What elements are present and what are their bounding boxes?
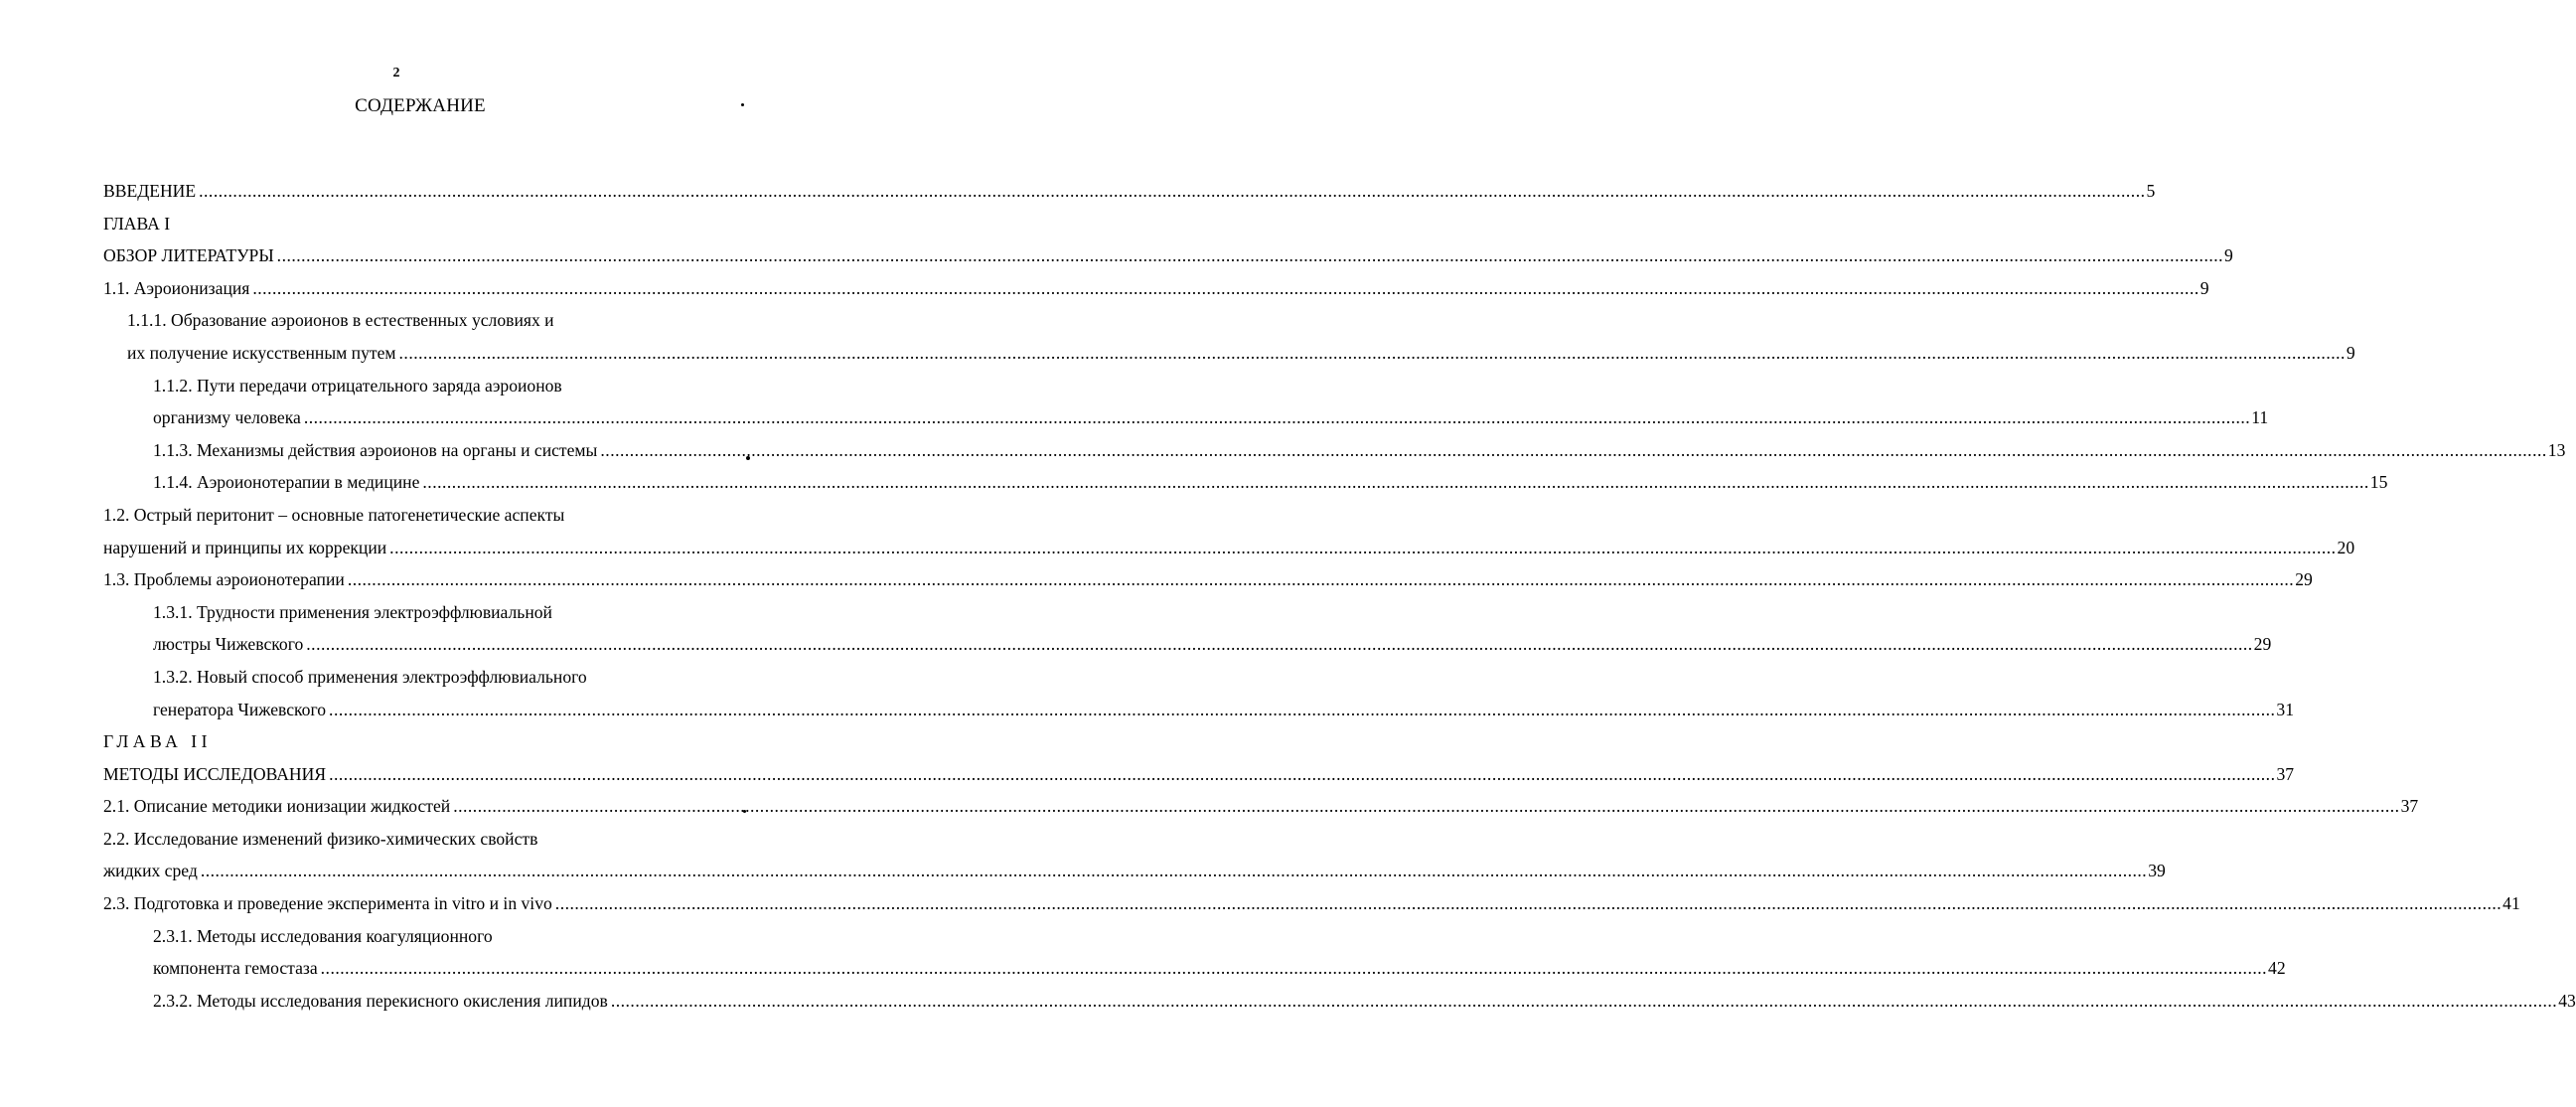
page-title: СОДЕРЖАНИЕ <box>355 95 486 116</box>
dot-leader: ................................................................................................................................................................................................................................................................................................................................................................................................................ <box>347 569 2295 590</box>
dot-leader: ................................................................................................................................................................................................................................................................................................................................................................................................................ <box>252 277 2199 298</box>
toc-entry-row <box>127 342 2355 364</box>
toc-entry-row <box>103 277 2209 299</box>
toc-entry <box>0 632 2272 665</box>
toc-entry-row <box>103 796 2419 817</box>
toc-entry-title: 1.2. Острый перитонит – основные патогенетические аспекты <box>103 504 565 525</box>
toc-entry-title: 1.3.2. Новый способ применения электроэффлювиального <box>153 666 587 687</box>
toc-entry <box>0 827 793 860</box>
toc-entry-title: 2.1. Описание методики ионизации жидкостей <box>103 796 451 817</box>
dot-leader: ................................................................................................................................................................................................................................................................................................................................................................................................................ <box>303 407 2251 428</box>
toc-entry-row <box>153 958 2286 979</box>
dot-leader: ................................................................................................................................................................................................................................................................................................................................................................................................................ <box>329 763 2276 784</box>
toc-entry-row <box>153 699 2295 720</box>
toc-entry-title: 2.3. Подготовка и проведение эксперимента in vitro и in vivo <box>103 893 552 914</box>
toc-entry-row <box>103 763 2295 785</box>
toc-entry-page: 9 <box>2346 342 2355 363</box>
toc-entry <box>0 374 793 406</box>
dot-leader: ................................................................................................................................................................................................................................................................................................................................................................................................................ <box>329 699 2276 719</box>
toc-entry-page: 11 <box>2251 407 2269 428</box>
toc-entry <box>0 179 2156 212</box>
toc-entry-title: 1.1.3. Механизмы действия аэроионов на органы и системы <box>153 439 598 460</box>
toc-entry-row <box>103 537 2355 558</box>
toc-entry <box>0 503 793 536</box>
toc-entry-title: 1.3.1. Трудности применения электроэффлювиальной <box>153 601 552 622</box>
toc-entry-row <box>103 569 2313 590</box>
dot-leader: ................................................................................................................................................................................................................................................................................................................................................................................................................ <box>306 634 2253 655</box>
toc-entry-title: 2.3.2. Методы исследования перекисного окисления липидов <box>153 990 608 1011</box>
toc-entry <box>0 891 2520 924</box>
toc-entry-title: 2.2. Исследование изменений физико-химических свойств <box>103 828 538 849</box>
toc-entry-title: люстры Чижевского <box>153 634 304 655</box>
toc-entry <box>0 308 793 341</box>
toc-entry-title: их получение искусственным путем <box>127 342 396 363</box>
toc-entry-page: 29 <box>2295 569 2313 590</box>
page-number: 2 <box>392 66 400 80</box>
toc-entry <box>0 698 2295 730</box>
toc-entry-title: ОБЗОР ЛИТЕРАТУРЫ <box>103 245 274 266</box>
toc-entry-page: 5 <box>2146 181 2156 201</box>
toc-entry-title: МЕТОДЫ ИССЛЕДОВАНИЯ <box>103 763 327 784</box>
toc-entry <box>0 212 793 244</box>
dot-leader: ................................................................................................................................................................................................................................................................................................................................................................................................................ <box>320 958 2268 979</box>
toc-entry <box>0 276 2209 309</box>
toc-entry-title: ГЛАВА I <box>103 213 171 234</box>
toc-entry-row <box>103 181 2156 202</box>
toc-entry <box>0 859 2166 891</box>
toc-entry <box>0 956 2286 989</box>
toc-entry-title: ВВЕДЕНИЕ <box>103 181 197 201</box>
toc-entry-row <box>103 245 2233 266</box>
toc-entry-title: ГЛАВА II <box>103 731 212 752</box>
scan-speck <box>741 103 744 106</box>
toc-entry <box>0 794 2419 827</box>
toc-entry-row <box>153 472 2388 493</box>
toc-entry <box>0 243 2233 276</box>
dot-leader: ................................................................................................................................................................................................................................................................................................................................................................................................................ <box>200 861 2148 881</box>
toc-entry-title: жидких сред <box>103 861 198 881</box>
toc-entry <box>0 405 2269 438</box>
dot-leader: ................................................................................................................................................................................................................................................................................................................................................................................................................ <box>554 893 2502 914</box>
toc-entry-title: организму человека <box>153 407 301 428</box>
toc-entry-title: нарушений и принципы их коррекции <box>103 537 387 557</box>
toc-entry-row <box>103 893 2520 914</box>
toc-entry-title: 1.1.2. Пути передачи отрицательного заряда аэроионов <box>153 375 562 395</box>
dot-leader: ................................................................................................................................................................................................................................................................................................................................................................................................................ <box>422 472 2369 493</box>
toc-entry-page: 20 <box>2337 537 2355 557</box>
dot-leader: ................................................................................................................................................................................................................................................................................................................................................................................................................ <box>398 342 2346 363</box>
toc-entry <box>0 536 2355 568</box>
toc-entry <box>0 438 2566 471</box>
toc-entry-row <box>153 990 2576 1012</box>
table-of-contents <box>0 179 2576 1021</box>
toc-entry <box>0 341 2355 374</box>
toc-entry <box>0 600 793 633</box>
toc-entry-title: 1.3. Проблемы аэроионотерапии <box>103 569 345 590</box>
toc-entry-page: 9 <box>2199 277 2209 298</box>
toc-entry-row <box>153 439 2566 461</box>
dot-leader: ................................................................................................................................................................................................................................................................................................................................................................................................................ <box>389 537 2337 557</box>
toc-entry-row <box>153 407 2269 428</box>
toc-entry-row <box>103 861 2166 881</box>
toc-entry-title: генератора Чижевского <box>153 699 327 719</box>
dot-leader: ................................................................................................................................................................................................................................................................................................................................................................................................................ <box>453 796 2400 817</box>
toc-entry-page: 37 <box>2400 796 2419 817</box>
toc-entry-page: 29 <box>2253 634 2272 655</box>
toc-entry-row <box>153 634 2272 655</box>
toc-entry-title: 1.1. Аэроионизация <box>103 277 250 298</box>
toc-entry-title: 1.1.4. Аэроионотерапии в медицине <box>153 472 420 493</box>
dot-leader: ................................................................................................................................................................................................................................................................................................................................................................................................................ <box>276 245 2224 266</box>
toc-entry-title: 1.1.1. Образование аэроионов в естественных условиях и <box>127 310 554 331</box>
toc-entry <box>0 924 793 957</box>
toc-entry-page: 39 <box>2148 861 2166 881</box>
toc-entry-page: 13 <box>2547 439 2566 460</box>
toc-entry <box>0 665 793 698</box>
dot-leader: ................................................................................................................................................................................................................................................................................................................................................................................................................ <box>199 181 2146 201</box>
toc-entry-page: 15 <box>2369 472 2388 493</box>
toc-entry-page: 37 <box>2276 763 2295 784</box>
toc-entry <box>0 989 2576 1022</box>
toc-entry <box>0 762 2295 795</box>
toc-entry-page: 41 <box>2502 893 2520 914</box>
toc-entry-page: 43 <box>2558 990 2576 1011</box>
toc-entry-page: 42 <box>2268 958 2286 979</box>
toc-entry-title: 2.3.1. Методы исследования коагуляционного <box>153 925 493 946</box>
dot-leader: ................................................................................................................................................................................................................................................................................................................................................................................................................ <box>610 990 2558 1011</box>
toc-entry-page: 31 <box>2276 699 2295 719</box>
dot-leader: ................................................................................................................................................................................................................................................................................................................................................................................................................ <box>600 439 2547 460</box>
toc-entry <box>0 470 2388 503</box>
toc-entry-title: компонента гемостаза <box>153 958 318 979</box>
toc-entry <box>0 567 2313 600</box>
toc-entry-page: 9 <box>2224 245 2233 266</box>
toc-entry <box>0 729 793 762</box>
